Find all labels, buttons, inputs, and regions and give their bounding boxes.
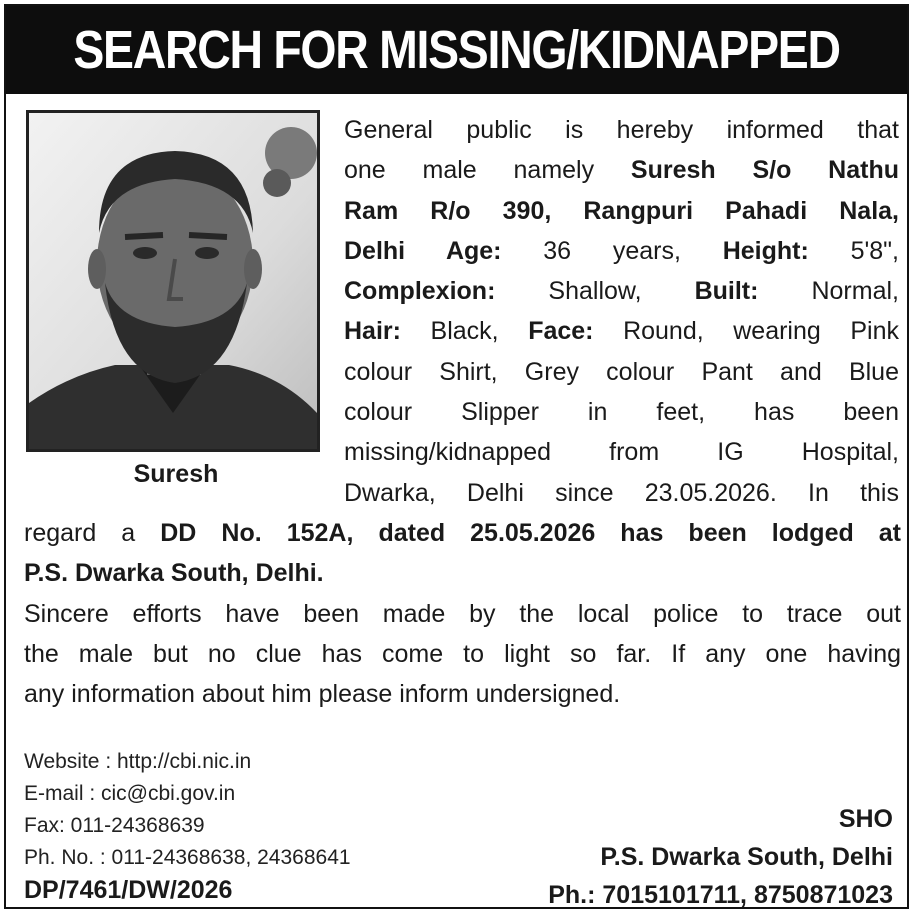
body-line: General public is hereby informed that [344, 116, 899, 144]
body-line: Dwarka, Delhi since 23.05.2026. In this [344, 478, 899, 507]
website-line: Website : http://cbi.nic.in [24, 750, 252, 773]
notice-header [6, 6, 907, 94]
body-line: Sincere efforts have been made by the local police to trace out [24, 599, 901, 628]
body-line: missing/kidnapped from IG Hospital, [344, 438, 899, 467]
body-line: Delhi Age: 36 years, Height: 5'8", [344, 236, 899, 265]
missing-person-photo [26, 110, 320, 452]
reference-number: DP/7461/DW/2026 [24, 876, 233, 904]
signatory-block [548, 800, 893, 914]
signatory-station: P.S. Dwarka South, Delhi [600, 843, 893, 871]
body-line: colour Slipper in feet, has been [344, 398, 899, 427]
signatory-title: SHO [838, 805, 893, 833]
body-line: P.S. Dwarka South, Delhi. [24, 559, 324, 588]
body-line: regard a DD No. 152A, dated 25.05.2026 has been lodged at [24, 519, 902, 547]
phone-line: Ph. No. : 011-24368638, 24368641 [24, 846, 351, 869]
body-line: colour Shirt, Grey colour Pant and Blue [344, 357, 899, 386]
body-line: the male but no clue has come to light so far. If any one having [24, 639, 901, 668]
contact-details [24, 746, 351, 874]
body-line: Hair: Black, Face: Round, wearing Pink [344, 317, 899, 346]
signatory-phone: Ph.: 7015101711, 8750871023 [548, 881, 893, 909]
body-line: one male namely Suresh S/o Nathu [344, 156, 899, 185]
portrait-image [29, 113, 317, 449]
notice-body-intro [344, 110, 899, 513]
email-line: E-mail : cic@cbi.gov.in [24, 782, 236, 805]
body-line: Complexion: Shallow, Built: Normal, [344, 277, 899, 306]
notice-title: SEARCH FOR MISSING/KIDNAPPED [73, 20, 840, 80]
body-line: Ram R/o 390, Rangpuri Pahadi Nala, [344, 196, 899, 225]
notice-body-continued [24, 513, 901, 714]
missing-notice [4, 4, 909, 909]
fax-line: Fax: 011-24368639 [24, 814, 205, 837]
photo-caption: Suresh [133, 460, 219, 488]
body-line: any information about him please inform undersigned. [24, 680, 621, 709]
